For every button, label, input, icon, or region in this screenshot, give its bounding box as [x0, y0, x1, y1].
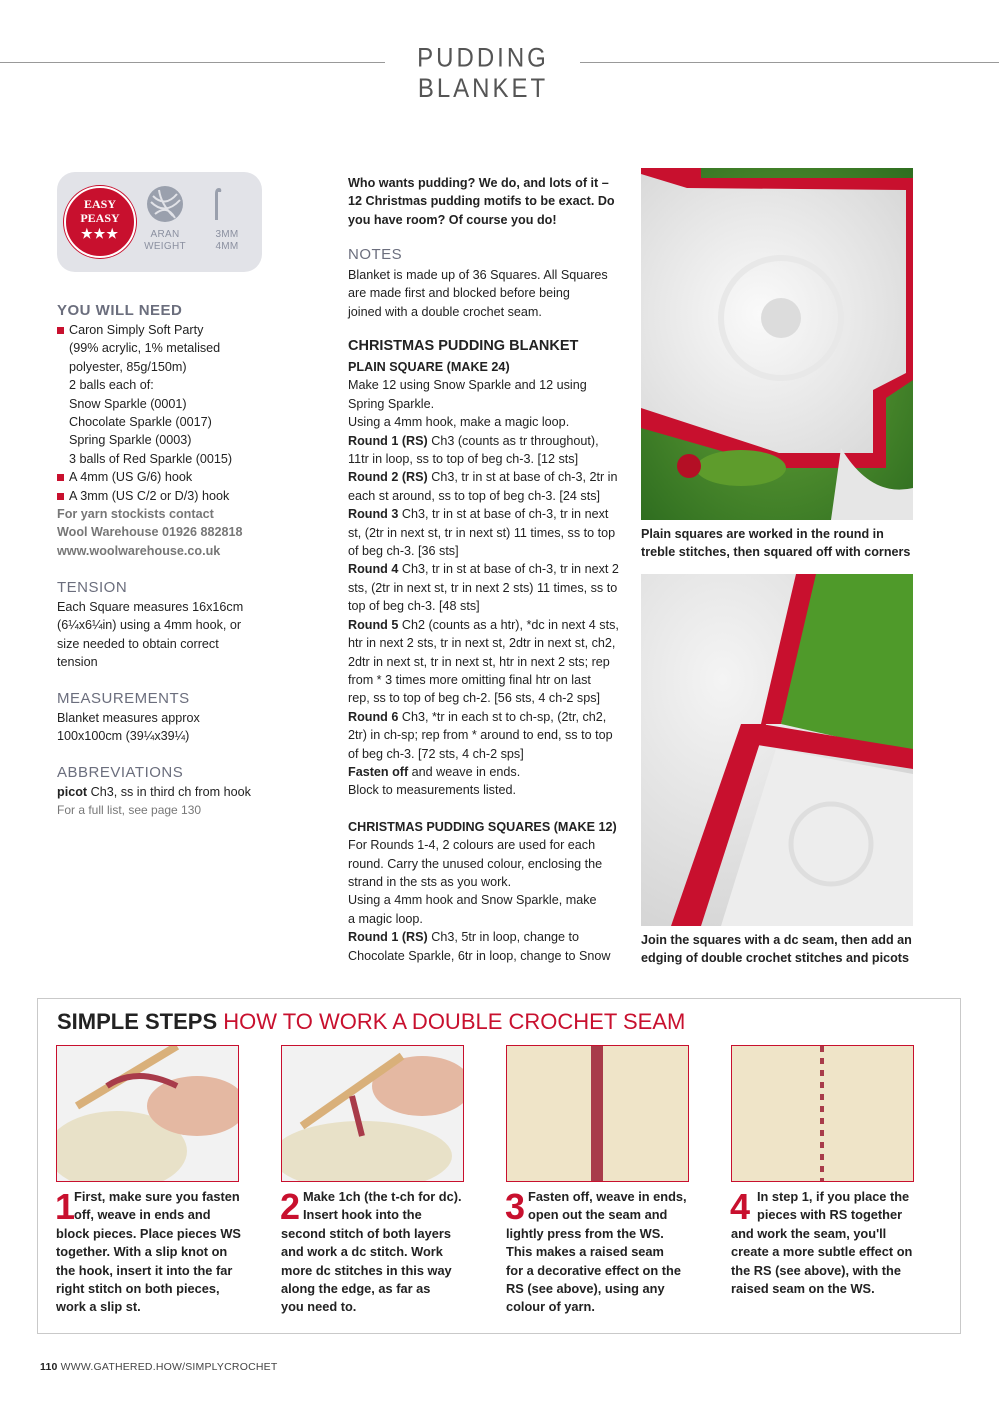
round-1 — [348, 432, 620, 450]
step-4-text — [731, 1188, 916, 1298]
round-2 — [348, 468, 620, 486]
text-line: edging of double crochet stitches and picots — [641, 951, 909, 966]
page-title: PUDDING BLANKET — [417, 43, 549, 104]
header-rule-left — [0, 62, 385, 63]
text-line: Spring Sparkle. — [348, 396, 435, 411]
round-5 — [348, 616, 620, 634]
round-label: Round 4 — [348, 562, 399, 577]
step-4-number: 4 — [730, 1186, 751, 1227]
text-line: Using a 4mm hook and Snow Sparkle, make — [348, 893, 597, 908]
text-line: 11tr in loop, ss to top of beg ch-3. [12 sts] — [348, 452, 579, 467]
text-line: colour of yarn. — [506, 1299, 595, 1315]
text-line: the RS (see above), with the — [731, 1262, 901, 1278]
full-list-reference[interactable]: For a full list, see page 130 — [57, 803, 202, 818]
list-line: 2 balls each of: — [69, 378, 154, 393]
materials-item-hook-4mm — [57, 468, 277, 486]
text-line: This makes a raised seam — [506, 1244, 664, 1260]
text-line: from * 3 times more omitting final htr on last — [348, 672, 591, 687]
text-line: Who wants pudding? We do, and lots of it – — [348, 176, 609, 190]
simple-steps-title-red: HOW TO WORK A DOUBLE CROCHET SEAM — [223, 1009, 686, 1034]
plain-square-heading: PLAIN SQUARE (MAKE 24) — [348, 360, 510, 374]
measurements-heading: MEASUREMENTS — [57, 690, 190, 707]
header-rule-right — [580, 62, 999, 63]
text-line: st, (2tr in next st, tr in next st) 11 times, ss to top — [348, 525, 616, 540]
plain-square-photo — [641, 168, 913, 520]
yarn-weight-label — [140, 229, 190, 253]
text-line: Blanket measures approx — [57, 711, 200, 725]
text-line: top of beg ch-3. [48 sts] — [348, 599, 480, 614]
text-line: sts, (2tr in next st, tr in next 2 sts) 11 times, ss to — [348, 580, 618, 595]
list-line: polyester, 85g/150m) — [69, 359, 187, 374]
text-line: Fasten off, weave in ends, — [528, 1189, 687, 1204]
list-line: Spring Sparkle (0003) — [69, 433, 192, 448]
text-line: are made first and blocked before being — [348, 286, 570, 301]
text-line: work a slip st. — [56, 1299, 141, 1315]
step-2-text — [281, 1188, 466, 1317]
text-line: Block to measurements listed. — [348, 783, 516, 798]
step-1-number: 1 — [55, 1186, 76, 1227]
text-line: Ch3, tr in st at base of ch-3, tr in next — [398, 507, 609, 522]
hook-size-label — [205, 229, 249, 253]
round-3 — [348, 505, 620, 523]
step-2-image — [281, 1045, 464, 1182]
text-line: off, weave in ends and — [74, 1207, 211, 1223]
list-line: (99% acrylic, 1% metalised — [69, 341, 221, 356]
abbreviations-heading: ABBREVIATIONS — [57, 764, 184, 781]
round-label: Round 3 — [348, 507, 399, 522]
photo1-caption — [641, 525, 913, 562]
yarn-weight-line2: WEIGHT — [144, 241, 186, 252]
intro-text — [348, 174, 620, 229]
text-line: Each Square measures 16x16cm — [57, 600, 244, 614]
text-line: size needed to obtain correct — [57, 636, 219, 651]
notes-text — [348, 266, 620, 321]
text-line: htr in next 2 sts, tr in next st, 2dtr in next st, ch2, — [348, 636, 616, 651]
stockists-line: For yarn stockists contact — [57, 507, 214, 522]
text-line: Insert hook into the — [303, 1207, 422, 1223]
text-line: Ch3, tr in st at base of ch-3, 2tr in — [427, 470, 618, 485]
text-line: 12 Christmas pudding motifs to be exact. Do — [348, 194, 615, 209]
tension-heading: TENSION — [57, 579, 128, 596]
measurements-text — [57, 709, 277, 746]
pattern-title: CHRISTMAS PUDDING BLANKET — [348, 338, 579, 354]
list-line: A 4mm (US G/6) hook — [69, 470, 193, 485]
simple-steps-title-black: SIMPLE STEPS — [57, 1009, 218, 1034]
text-line: Make 12 using Snow Sparkle and 12 using — [348, 378, 587, 393]
text-line: of beg ch-3. [36 sts] — [348, 544, 459, 559]
pudding-squares-heading: CHRISTMAS PUDDING SQUARES (MAKE 12) — [348, 819, 617, 834]
text-line: raised seam on the WS. — [731, 1281, 875, 1297]
text-line: and work a dc stitch. Work — [281, 1244, 443, 1260]
stockists-phone: Wool Warehouse 01926 882818 — [57, 525, 243, 540]
text-line: 2tr) in ch-sp; rep from * around to end, ss to top — [348, 728, 613, 743]
yarn-ball-icon — [147, 186, 183, 222]
fasten-off-label: Fasten off — [348, 764, 409, 779]
materials-item-yarn — [57, 321, 277, 468]
difficulty-line2: PEASY — [80, 211, 120, 225]
text-line: Ch3 (counts as tr throughout), — [427, 433, 599, 448]
step-3-text — [506, 1188, 691, 1317]
text-line: Ch2 (counts as a htr), *dc in next 4 sts, — [398, 617, 619, 632]
text-line: second stitch of both layers — [281, 1225, 451, 1241]
seam-photo — [641, 574, 913, 926]
text-line: 100x100cm (39¼x39¼) — [57, 729, 190, 744]
round-label: Round 5 — [348, 617, 399, 632]
text-line: First, make sure you fasten — [74, 1189, 240, 1204]
abbreviation-definition: Ch3, ss in third ch from hook — [87, 785, 251, 799]
list-line: 3 balls of Red Sparkle (0015) — [69, 451, 233, 466]
text-line: tension — [57, 655, 98, 670]
abbreviations-text — [57, 783, 297, 820]
round-4 — [348, 560, 620, 578]
text-line: you need to. — [281, 1299, 357, 1315]
pudding-round-1 — [348, 928, 620, 946]
text-line: of beg ch-3. [72 sts, 4 ch-2 sps] — [348, 746, 524, 761]
pattern-body — [348, 358, 620, 965]
text-line: Plain squares are worked in the round in — [641, 527, 884, 541]
simple-steps-title — [57, 1009, 685, 1035]
text-line: Make 1ch (the t-ch for dc). — [303, 1189, 462, 1204]
text-line: for a decorative effect on the — [506, 1262, 681, 1278]
text-line: treble stitches, then squared off with corners — [641, 545, 911, 560]
round-label: Round 6 — [348, 709, 399, 724]
materials-list — [57, 321, 277, 560]
abbreviation-picot — [57, 783, 297, 801]
text-line: together. With a slip knot on — [56, 1244, 228, 1260]
photo2-caption — [641, 931, 913, 968]
difficulty-badge — [64, 186, 136, 258]
round-label: Round 1 (RS) — [348, 433, 428, 448]
text-line: Chocolate Sparkle, 6tr in loop, change to Snow — [348, 948, 611, 963]
step-3-image — [506, 1045, 689, 1182]
list-line: Snow Sparkle (0001) — [69, 396, 187, 411]
text-line: For Rounds 1-4, 2 colours are used for each — [348, 838, 596, 853]
abbreviation-term: picot — [57, 785, 88, 799]
yarn-weight-line1: ARAN — [150, 229, 180, 240]
hook-size-line1: 3MM — [215, 229, 239, 240]
page-number: 110 — [40, 1361, 58, 1373]
round-6 — [348, 708, 620, 726]
step-1-image — [56, 1045, 239, 1182]
list-line: Chocolate Sparkle (0017) — [69, 415, 212, 430]
text-line: and weave in ends. — [408, 764, 521, 779]
text-line: lightly press from the WS. — [506, 1225, 664, 1241]
stockists-url[interactable]: www.woolwarehouse.co.uk — [57, 543, 221, 558]
fasten-off-line — [348, 763, 620, 781]
text-line: strand in the sts as you work. — [348, 874, 512, 889]
text-line: Blanket is made up of 36 Squares. All Squares — [348, 268, 608, 282]
text-line: (6¼x6¼in) using a 4mm hook, or — [57, 618, 242, 633]
text-line: joined with a double crochet seam. — [348, 304, 542, 319]
crochet-hook-icon — [208, 186, 226, 222]
difficulty-stars: ★★★ — [81, 226, 119, 241]
step-3-number: 3 — [505, 1186, 526, 1227]
text-line: Using a 4mm hook, make a magic loop. — [348, 415, 570, 430]
round-label: Round 1 (RS) — [348, 930, 428, 945]
text-line: Ch3, tr in st at base of ch-3, tr in next 2 — [398, 562, 619, 577]
step-1-text — [56, 1188, 241, 1317]
text-line: open out the seam and — [528, 1207, 668, 1223]
text-line: right stitch on both pieces, — [56, 1281, 220, 1297]
notes-heading: NOTES — [348, 246, 403, 263]
page-footer — [40, 1361, 277, 1373]
text-line: along the edge, as far as — [281, 1281, 431, 1297]
text-line: pieces with RS together — [757, 1207, 903, 1223]
text-line: 2dtr in next st, tr in next st, htr in next 2 sts; rep — [348, 654, 610, 669]
materials-item-hook-3mm — [57, 487, 277, 505]
list-line: A 3mm (US C/2 or D/3) hook — [69, 488, 230, 503]
text-line: create a more subtle effect on — [731, 1244, 913, 1260]
text-line: you have room? Of course you do! — [348, 212, 557, 227]
text-line: each st around, ss to top of beg ch-3. [24 sts] — [348, 488, 601, 503]
difficulty-line1: EASY — [83, 197, 116, 211]
text-line: Join the squares with a dc seam, then add an — [641, 933, 912, 947]
text-line: block pieces. Place pieces WS — [56, 1225, 241, 1241]
text-line: the hook, insert it into the far — [56, 1262, 233, 1278]
step-4-image — [731, 1045, 914, 1182]
text-line: In step 1, if you place the — [757, 1189, 910, 1204]
text-line: a magic loop. — [348, 911, 423, 926]
text-line: and work the seam, you'll — [731, 1225, 887, 1241]
text-line: Ch3, 5tr in loop, change to — [427, 930, 579, 945]
text-line: Ch3, *tr in each st to ch-sp, (2tr, ch2, — [398, 709, 607, 724]
tension-text — [57, 598, 277, 672]
footer-url[interactable]: WWW.GATHERED.HOW/SIMPLYCROCHET — [60, 1361, 278, 1373]
text-line: round. Carry the unused colour, enclosing the — [348, 856, 603, 871]
text-line: RS (see above), using any — [506, 1281, 665, 1297]
round-label: Round 2 (RS) — [348, 470, 428, 485]
you-will-need-heading: YOU WILL NEED — [57, 302, 183, 319]
text-line: rep, ss to top of beg ch-2. [56 sts, 4 ch-2 sps] — [348, 691, 601, 706]
text-line: more dc stitches in this way — [281, 1262, 452, 1278]
step-2-number: 2 — [280, 1186, 301, 1227]
hook-size-line2: 4MM — [215, 241, 239, 252]
list-line: Caron Simply Soft Party — [69, 323, 204, 337]
